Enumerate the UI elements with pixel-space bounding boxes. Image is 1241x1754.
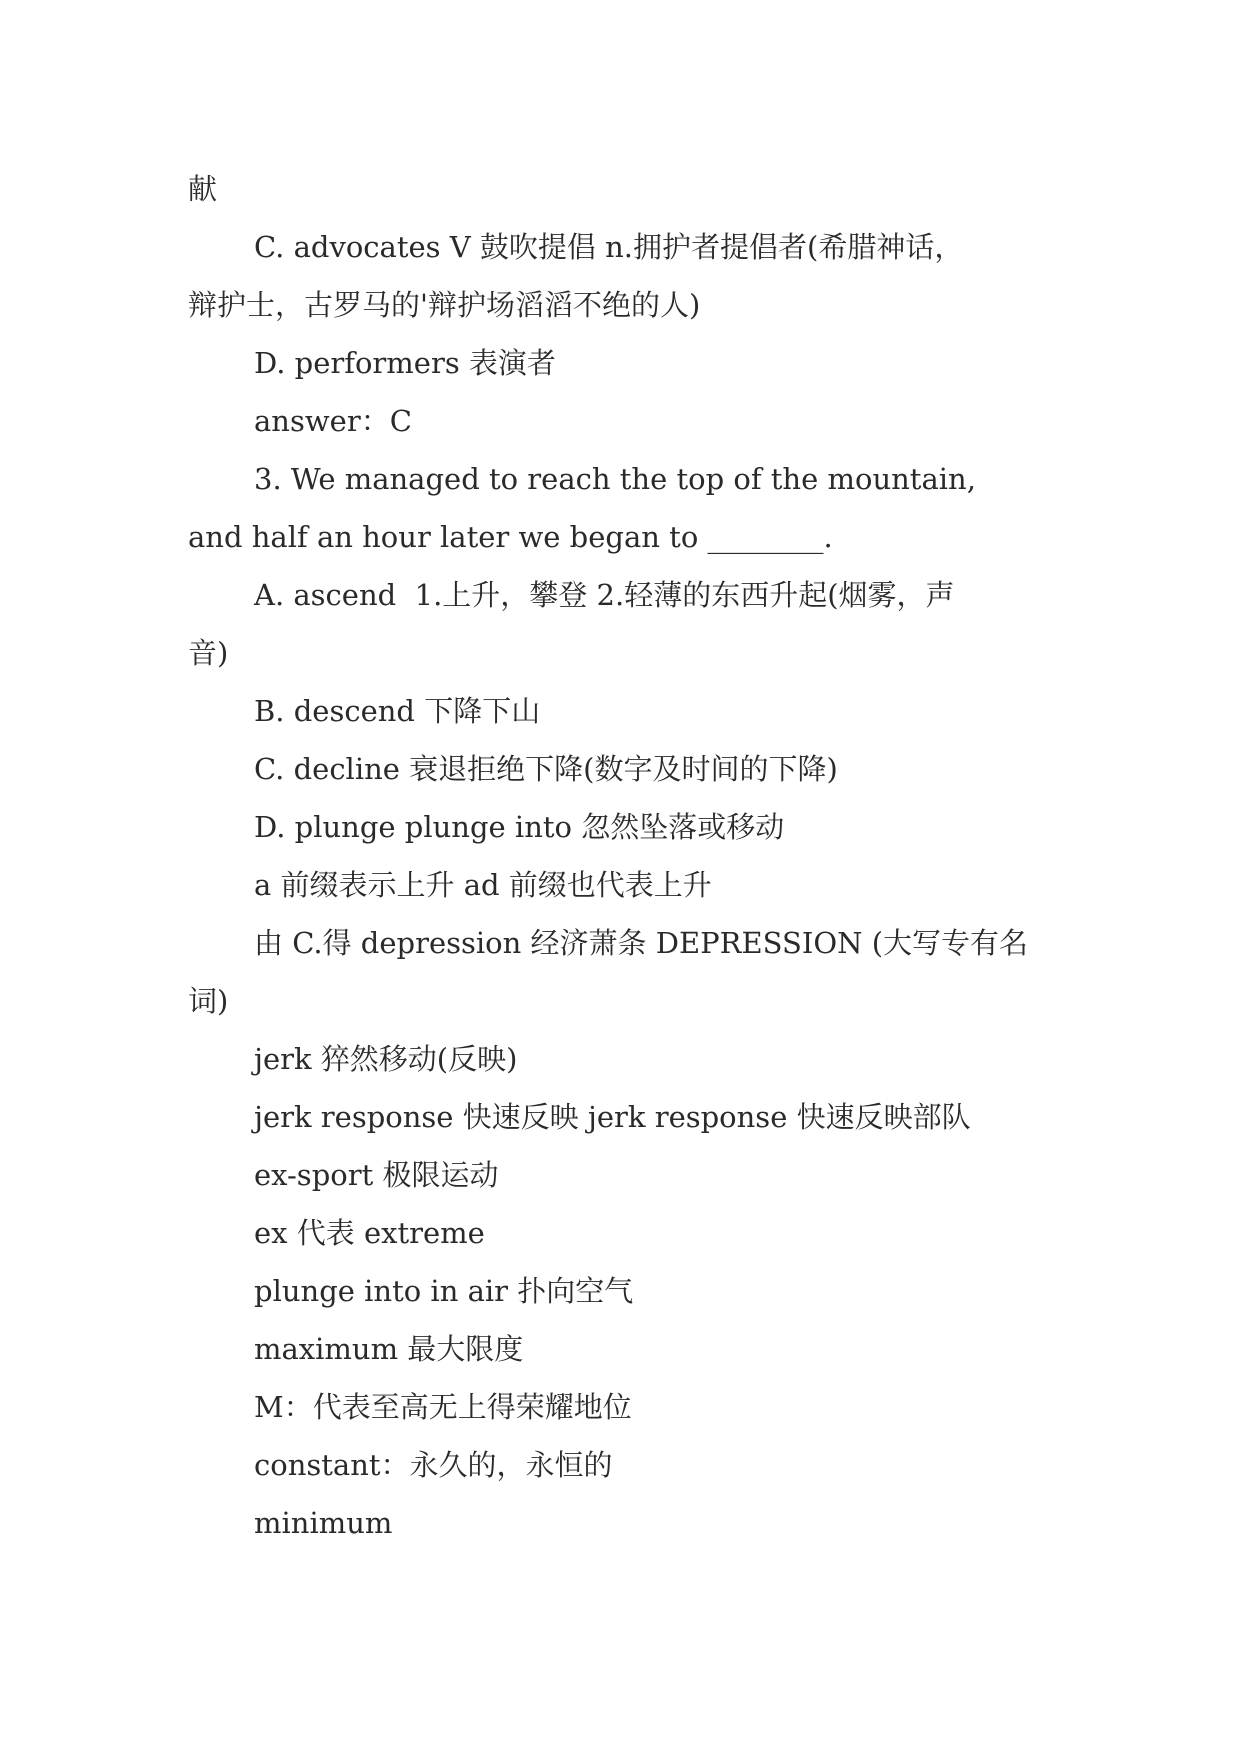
text-line: constant：永久的，永恒的 [254, 1448, 613, 1482]
text-line: 献 [188, 172, 218, 206]
text-line: M：代表至高无上得荣耀地位 [254, 1390, 632, 1424]
text-line: 辩护士，古罗马的'辩护场滔滔不绝的人) [188, 288, 701, 322]
text-line: 3. We managed to reach the top of the mountain, [254, 462, 976, 496]
text-line: 由 C.得 depression 经济萧条 DEPRESSION (大写专有名 [254, 926, 1029, 960]
text-line: a 前缀表示上升 ad 前缀也代表上升 [254, 868, 712, 902]
text-line: C. decline 衰退拒绝下降(数字及时间的下降) [254, 752, 838, 786]
text-line: ex-sport 极限运动 [254, 1158, 499, 1192]
text-line: jerk 猝然移动(反映) [254, 1042, 518, 1076]
text-line: 音) [188, 636, 229, 670]
text-line: ex 代表 extreme [254, 1216, 485, 1250]
text-line: D. plunge plunge into 忽然坠落或移动 [254, 810, 785, 844]
text-line: C. advocates V 鼓吹提倡 n.拥护者提倡者(希腊神话， [254, 230, 964, 264]
text-line: answer：C [254, 404, 412, 438]
text-line: D. performers 表演者 [254, 346, 556, 380]
document-body [188, 160, 1068, 1552]
text-line: A. ascend 1.上升，攀登 2.轻薄的东西升起(烟雾，声 [254, 578, 955, 612]
text-line: plunge into in air 扑向空气 [254, 1274, 634, 1308]
text-line: B. descend 下降下山 [254, 694, 541, 728]
text-line: 词) [188, 984, 229, 1018]
text-line: maximum 最大限度 [254, 1332, 524, 1366]
text-line: and half an hour later we began to ________. [188, 520, 833, 554]
text-line: minimum [254, 1506, 393, 1540]
text-line: jerk response 快速反映 jerk response 快速反映部队 [254, 1100, 971, 1134]
